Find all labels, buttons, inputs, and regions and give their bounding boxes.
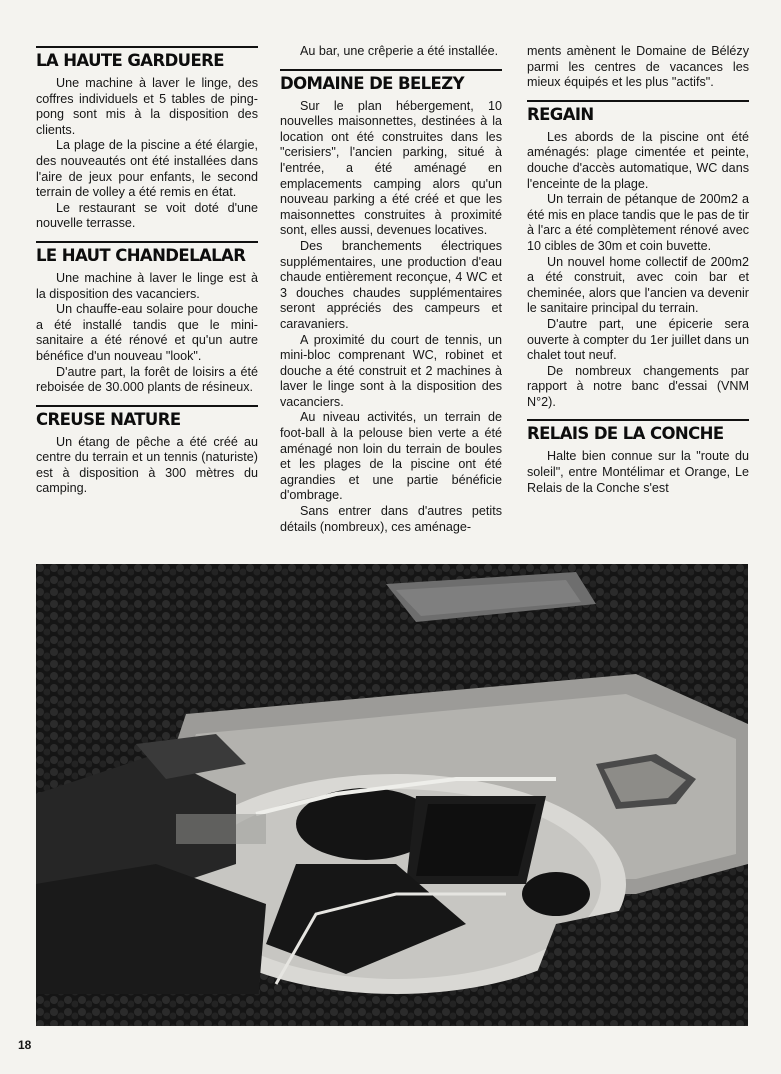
section-relais-conche bbox=[527, 419, 749, 496]
page-number: 18 bbox=[18, 1038, 32, 1052]
paragraph: Un nouvel home collectif de 200m2 a été construit, avec coin bar et cheminée, alors que l'ancien va devenir le sanitaire principal du terrain. bbox=[527, 254, 749, 316]
paragraph: A proximité du court de tennis, un mini-bloc comprenant WC, robinet et douche a été construit et 2 machines à laver le linge sont à la disposition des vacanciers. bbox=[280, 332, 502, 409]
paragraph: La plage de la piscine a été élargie, des nouveautés ont été installées dans l'aire de jeux pour enfants, le second terrain de volley a été remis en état. bbox=[36, 138, 258, 200]
paragraph: Au niveau activités, un terrain de foot-ball à la pelouse bien verte a été aménagé non loin du terrain de boules et les plages de la piscine ont été agrandies et une partie bénéficie d'ombrage. bbox=[280, 410, 502, 503]
section-haute-garduere bbox=[36, 46, 258, 232]
section-rule bbox=[36, 405, 258, 407]
section-rule bbox=[36, 241, 258, 243]
paragraph: Sur le plan hébergement, 10 nouvelles maisonnettes, destinées à la location ont été construites dans les "cerisiers", l'ancien parking, situé à l'entrée, a été aménagé en emplacements camping alors qu'un nouveau parking a été créé et que les maisonnettes construites à proximité sont, elles aussi, devenues locatives. bbox=[280, 98, 502, 238]
section-title: LE HAUT CHANDELALAR bbox=[36, 245, 246, 265]
section-rule bbox=[527, 419, 749, 421]
paragraph: Les abords de la piscine ont été aménagés: plage cimentée et peinte, douche d'accès automatique, WC dans l'enceinte de la plage. bbox=[527, 129, 749, 191]
paragraph: Sans entrer dans d'autres petits détails (nombreux), ces aménage- bbox=[280, 504, 502, 534]
column-3 bbox=[527, 44, 749, 505]
section-title: DOMAINE DE BELEZY bbox=[280, 73, 464, 93]
section-belezy-continued bbox=[527, 44, 749, 91]
paragraph: Un chauffe-eau solaire pour douche a été installé tandis que le mini-sanitaire a été rénové et qu'un autre bénéfice d'un nouveau "look". bbox=[36, 302, 258, 363]
paragraph: ments amènent le Domaine de Bélézy parmi les centres de vacances les mieux équipés et les plus "actifs". bbox=[527, 44, 749, 90]
paragraph: Une machine à laver le linge, des coffres individuels et 5 tables de ping-pong sont mis à la disposition des clients. bbox=[36, 76, 258, 137]
section-rule bbox=[527, 100, 749, 102]
section-title: REGAIN bbox=[527, 104, 594, 124]
paragraph: D'autre part, la forêt de loisirs a été reboisée de 30.000 plants de résineux. bbox=[36, 364, 258, 395]
section-domaine-belezy bbox=[280, 69, 502, 536]
paragraph: Des branchements électriques supplémentaires, une production d'eau chaude entièrement reconçue, 4 WC et 3 douches chaudes supplémentaires seront appréciés des campeurs et caravaniers. bbox=[280, 238, 502, 331]
paragraph: D'autre part, une épicerie sera ouverte à compter du 1er juillet dans un chalet tout neuf. bbox=[527, 316, 749, 363]
section-title: LA HAUTE GARDUERE bbox=[36, 51, 224, 70]
section-title: RELAIS DE LA CONCHE bbox=[527, 424, 724, 444]
section-haut-chandelalar bbox=[36, 241, 258, 396]
column-2 bbox=[280, 44, 502, 544]
section-regain bbox=[527, 100, 749, 411]
aerial-photo-illustration bbox=[36, 564, 748, 1026]
aerial-photo bbox=[36, 564, 748, 1026]
paragraph: Une machine à laver le linge est à la disposition des vacanciers. bbox=[36, 270, 258, 301]
paragraph: Halte bien connue sur la "route du soleil", entre Montélimar et Orange, Le Relais de la Conche s'est bbox=[527, 449, 749, 495]
paragraph: Au bar, une crêperie a été installée. bbox=[300, 44, 499, 58]
paragraph: Un terrain de pétanque de 200m2 a été mis en place tandis que le pas de tir à l'arc a été complètement rénové avec 10 cibles de 30m et coin buvette. bbox=[527, 192, 749, 253]
section-belezy-intro bbox=[280, 44, 502, 60]
paragraph: De nombreux changements par rapport à notre banc d'essai (VNM N°2). bbox=[527, 363, 749, 409]
paragraph: Un étang de pêche a été créé au centre du terrain et un tennis (naturiste) est à disposition à 300 mètres du camping. bbox=[36, 434, 258, 496]
section-creuse-nature bbox=[36, 405, 258, 497]
column-1 bbox=[36, 44, 258, 506]
section-rule bbox=[280, 69, 502, 71]
paragraph: Le restaurant se voit doté d'une nouvelle terrasse. bbox=[36, 200, 258, 231]
section-rule bbox=[36, 46, 258, 48]
section-title: CREUSE NATURE bbox=[36, 409, 181, 429]
